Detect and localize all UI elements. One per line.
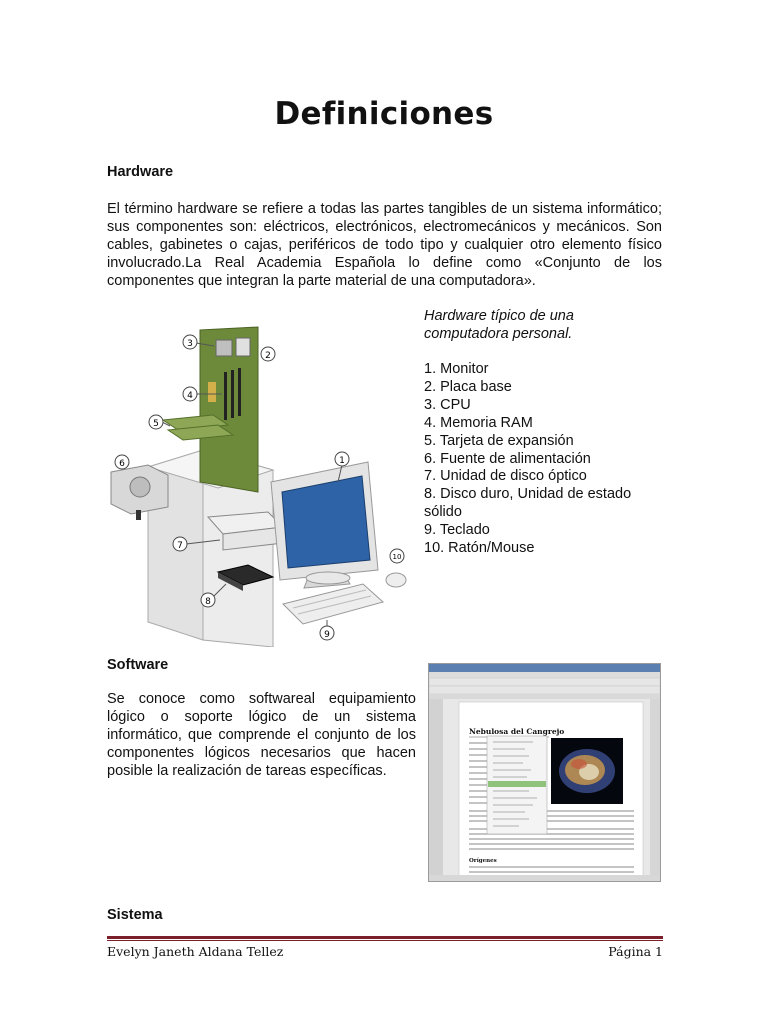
list-item: 4. Memoria RAM (424, 414, 533, 431)
screenshot-context-menu (487, 736, 547, 834)
footer-rule (107, 936, 663, 939)
screenshot-doc-title: Nebulosa del Cangrejo (469, 727, 565, 736)
callout-9 (320, 620, 334, 640)
figure-caption: Hardware típico de una computadora personal. (424, 308, 574, 342)
list-item: 1. Monitor (424, 361, 489, 377)
list-item: 6. Fuente de alimentación (424, 450, 591, 467)
keyboard (283, 584, 383, 624)
cpu-chip (216, 340, 232, 356)
ram-slot (238, 368, 241, 416)
list-item: 8. Disco duro, Unidad de estado sólido (424, 486, 632, 521)
svg-text:10: 10 (392, 553, 402, 561)
pc-hardware-illustration (108, 322, 413, 647)
screenshot-image (429, 664, 660, 881)
cpu-socket (236, 338, 250, 356)
ram-slot (224, 372, 227, 420)
footer-rule-thin (107, 940, 663, 941)
software-paragraph: Se conoce como softwareal equipamiento lógico o soporte lógico de un sistema informático, que comprende el conjunto de los componentes lógicos necesarios que hacen posible la realización de tareas específicas. (107, 691, 416, 779)
word-processor-screenshot (428, 663, 661, 882)
callout-10 (390, 549, 404, 563)
callout-2 (261, 347, 275, 361)
nebula-image (551, 738, 623, 804)
svg-text:2: 2 (265, 351, 271, 361)
svg-text:6: 6 (119, 459, 125, 469)
psu-fan (130, 477, 150, 497)
list-item: 5. Tarjeta de expansión (424, 432, 574, 449)
monitor-screen (282, 476, 370, 568)
callout-6 (115, 455, 129, 469)
svg-text:1: 1 (339, 456, 345, 466)
footer-author: Evelyn Janeth Aldana Tellez (107, 944, 284, 959)
svg-text:9: 9 (324, 630, 330, 640)
capacitors (208, 382, 216, 402)
hardware-parts-list (424, 361, 664, 558)
power-cable (136, 510, 141, 520)
list-item: 9. Teclado (424, 522, 490, 539)
list-item: 7. Unidad de disco óptico (424, 468, 587, 485)
page-title: Definiciones (274, 96, 494, 132)
software-heading: Software (107, 657, 169, 673)
mouse (386, 573, 406, 587)
screenshot-section-heading: Orígenes (469, 858, 497, 864)
svg-text:8: 8 (205, 597, 211, 607)
list-item: 3. CPU (424, 396, 471, 413)
hardware-heading: Hardware (107, 164, 174, 180)
hardware-paragraph: El término hardware se refiere a todas las partes tangibles de un sistema informático; sus componentes son: eléctricos, electrónicos, electromecánicos y mecánicos. Son cables, gabinetes o cajas, periféricos de todo tipo y cualquier otro elemento físico involucrado.La Real Academia Española lo define como «Conjunto de los componentes que integran la parte material de una computadora». (107, 201, 662, 289)
svg-text:3: 3 (187, 339, 193, 349)
list-item: 2. Placa base (424, 378, 512, 395)
ram-slot (231, 370, 234, 418)
svg-text:4: 4 (187, 391, 193, 401)
svg-text:7: 7 (177, 541, 183, 551)
sistema-heading: Sistema (107, 907, 163, 923)
svg-text:5: 5 (153, 419, 159, 429)
footer-page-number: Página 1 (608, 944, 663, 959)
list-item: 10. Ratón/Mouse (424, 540, 535, 557)
monitor-base (306, 572, 350, 584)
